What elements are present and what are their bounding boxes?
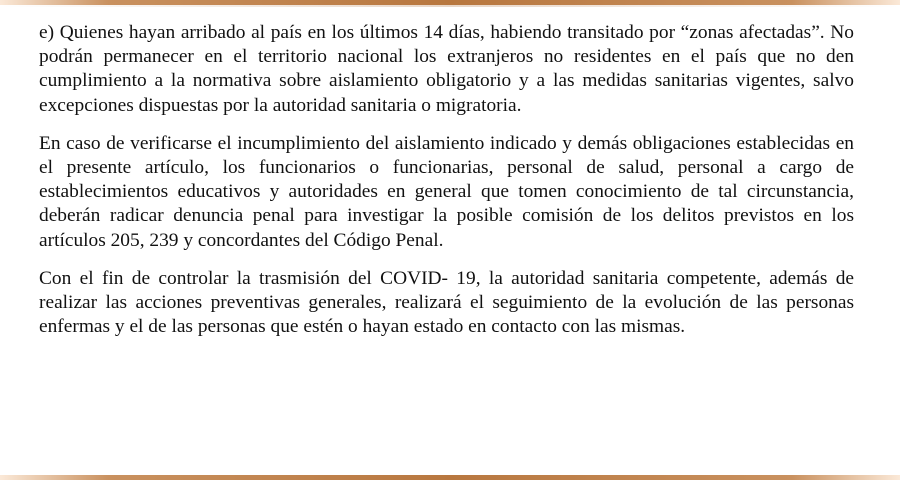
paragraph-item-e: e) Quienes hayan arribado al país en los últimos 14 días, habiendo transitado por “zonas afectadas”. No podrán permanecer en el territorio nacional los extranjeros no residentes en el país que no den cumplimiento a la normativa sobre aislamiento obligatorio y a las medidas sanitarias vigentes, salvo excepciones dispuestas por la autoridad sanitaria o migratoria.	[39, 22, 854, 116]
paragraph-noncompliance: En caso de verificarse el incumplimiento del aislamiento indicado y demás obligaciones establecidas en el presente artículo, los funcionarios o funcionarias, personal de salud, personal a cargo de establecimientos educativos y autoridades en general que tomen conocimiento de tal circunstancia, deberán radicar denuncia penal para investigar la posible comisión de los delitos previstos en los artículos 205, 239 y concordantes del Código Penal.	[39, 132, 854, 251]
document-body	[39, 21, 854, 353]
paragraph-covid-control: Con el fin de controlar la trasmisión del COVID- 19, la autoridad sanitaria competente, además de realizar las acciones preventivas generales, realizará el seguimiento de la evolución de las personas enfermas y el de las personas que estén o hayan estado en contacto con las mismas.	[39, 267, 854, 338]
bottom-divider	[0, 475, 900, 480]
top-divider	[0, 0, 900, 5]
